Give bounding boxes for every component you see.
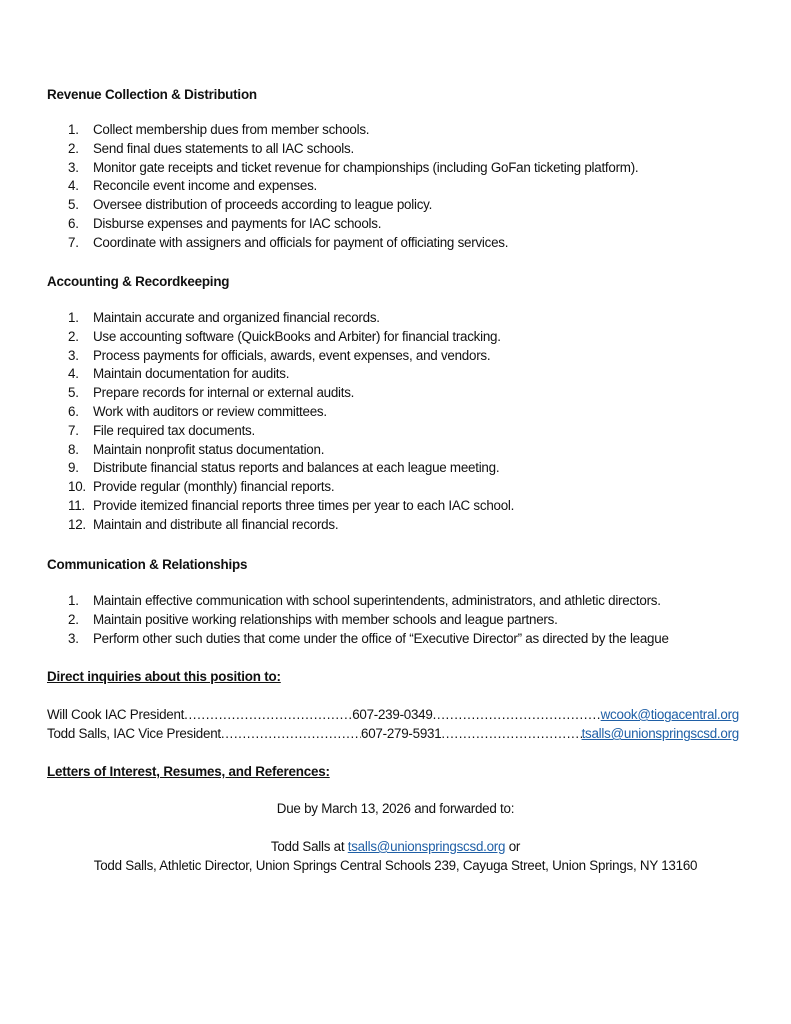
- section-heading-revenue: Revenue Collection & Distribution: [47, 87, 257, 102]
- list-item: 6. Disburse expenses and payments for IAC schools.: [68, 215, 382, 231]
- revenue-list: [68, 121, 638, 253]
- dot-leader: [184, 705, 352, 724]
- list-item: 5. Oversee distribution of proceeds according to league policy.: [68, 197, 433, 213]
- contact-email-link[interactable]: tsalls@unionspringscsd.org: [581, 726, 740, 741]
- contact-name: Todd Salls, IAC Vice President: [47, 726, 221, 741]
- list-item: 11. Provide itemized financial reports three times per year to each IAC school.: [68, 497, 515, 513]
- list-item: 7. File required tax documents.: [68, 422, 255, 438]
- list-item: 4. Reconcile event income and expenses.: [68, 178, 317, 194]
- dot-leader: [433, 705, 601, 724]
- contact-email-link[interactable]: wcook@tiogacentral.org: [600, 707, 739, 722]
- send-email-link[interactable]: tsalls@unionspringscsd.org: [347, 839, 506, 854]
- list-item: 3. Monitor gate receipts and ticket revenue for championships (including GoFan ticketing platform).: [68, 159, 639, 175]
- list-item: 1. Collect membership dues from member schools.: [68, 122, 370, 137]
- list-item: 2. Use accounting software (QuickBooks and Arbiter) for financial tracking.: [68, 328, 501, 344]
- contact-phone: 607-279-5931: [361, 726, 442, 741]
- list-item: 3. Process payments for officials, awards, event expenses, and vendors.: [68, 347, 491, 363]
- contact-name: Will Cook IAC President: [47, 707, 185, 722]
- list-item: 6. Work with auditors or review committees.: [68, 403, 327, 419]
- list-item: 12. Maintain and distribute all financial records.: [68, 516, 339, 532]
- list-item: 1. Maintain effective communication with school superintendents, administrators, and athletic directors.: [68, 593, 661, 608]
- dot-leader: [221, 724, 361, 743]
- section-heading-accounting: Accounting & Recordkeeping: [47, 274, 230, 289]
- send-to-line: Todd Salls at tsalls@unionspringscsd.org or: [270, 839, 521, 854]
- list-item: 9. Distribute financial status reports and balances at each league meeting.: [68, 460, 500, 476]
- list-item: 5. Prepare records for internal or external audits.: [68, 385, 355, 401]
- list-item: 2. Maintain positive working relationships with member schools and league partners.: [68, 611, 558, 627]
- mailing-address-line: Todd Salls, Athletic Director, Union Springs Central Schools 239, Cayuga Street, Union Springs, NY 13160: [93, 858, 698, 873]
- due-date-line: Due by March 13, 2026 and forwarded to:: [276, 801, 515, 816]
- list-item: 8. Maintain nonprofit status documentation.: [68, 441, 325, 457]
- contact-row-vice-president: [47, 724, 739, 743]
- contact-row-president: [47, 705, 739, 724]
- list-item: 4. Maintain documentation for audits.: [68, 366, 290, 382]
- accounting-list: [68, 309, 514, 535]
- list-item: 3. Perform other such duties that come under the office of “Executive Director” as directed by the league: [68, 630, 669, 646]
- list-item: 10. Provide regular (monthly) financial reports.: [68, 479, 335, 495]
- communication-list: [68, 592, 669, 648]
- list-item: 1. Maintain accurate and organized financial records.: [68, 310, 380, 325]
- inquiries-heading: Direct inquiries about this position to:: [47, 669, 281, 684]
- section-heading-communication: Communication & Relationships: [47, 557, 248, 572]
- dot-leader: [441, 724, 581, 743]
- list-item: 2. Send final dues statements to all IAC schools.: [68, 140, 354, 156]
- letters-heading: Letters of Interest, Resumes, and References:: [47, 764, 330, 779]
- contact-phone: 607-239-0349: [352, 707, 433, 722]
- list-item: 7. Coordinate with assigners and officials for payment of officiating services.: [68, 234, 509, 250]
